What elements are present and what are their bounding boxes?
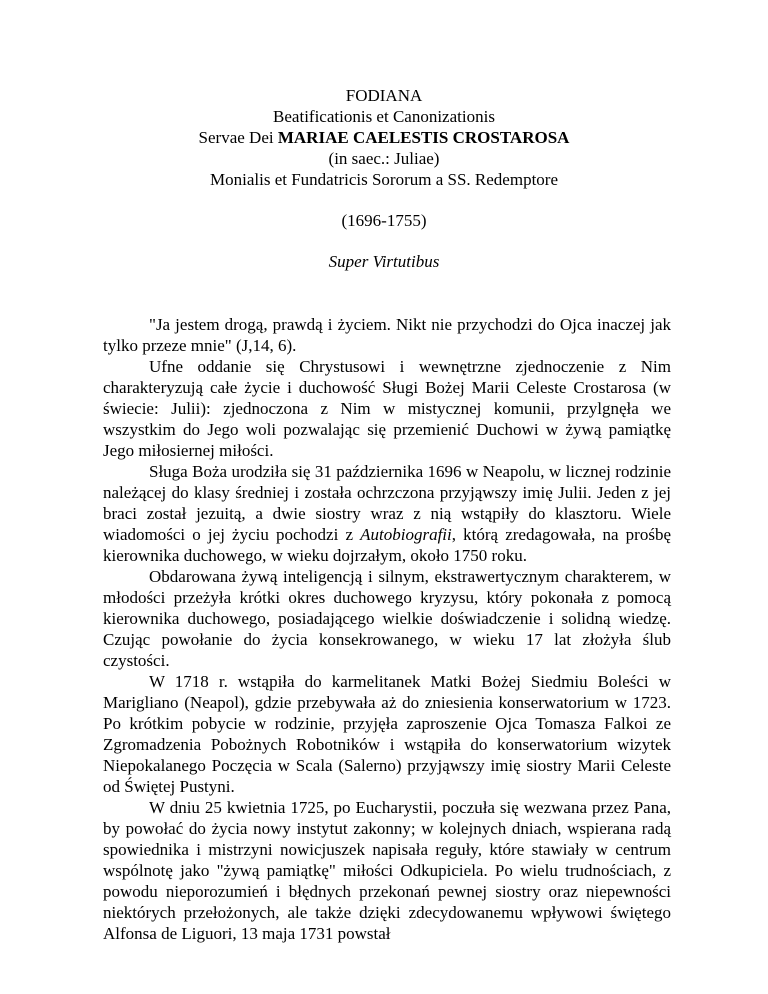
document-header <box>0 85 768 272</box>
header-servant-line <box>0 127 768 148</box>
paragraph-4: Obdarowana żywą inteligencją i silnym, ekstrawertycznym charakterem, w młodości przeżyła krótki okres duchowego kryzysu, który pokonała z pomocą kierownika duchowego, posiadającego wielkie doświadczenie i solidną wiedzę. Czując powołanie do życia konsekrowanego, w wieku 17 lat złożyła ślub czystości. <box>103 567 671 670</box>
header-super-virtutibus: Super Virtutibus <box>328 252 440 271</box>
document-body <box>103 314 671 944</box>
paragraph-2: Ufne oddanie się Chrystusowi i wewnętrzne zjednoczenie z Nim charakteryzują całe życie i duchowość Sługi Bożej Marii Celeste Crostarosa (w świecie: Julii): zjednoczona z Nim w mistycznej komunii, przylgnęła we wszystkim do Jego woli pozwalając się przemienić Duchowi w żywą pamiątkę Jego miłosiernej miłości. <box>103 357 671 460</box>
header-title: FODIANA <box>345 86 423 105</box>
header-subtitle-beatification: Beatificationis et Canonizationis <box>273 107 495 126</box>
paragraph-3-part-b: , którą zredagowała, na prośbę kierownika duchowego, w wieku dojrzałym, około 1750 roku. <box>103 525 671 565</box>
header-secular-name: (in saec.: Juliae) <box>328 149 440 168</box>
paragraph-3-part-a: Sługa Boża urodziła się 31 października 1696 w Neapolu, w licznej rodzinie należącej do klasy średniej i została ochrzczona przyjąwszy imię Julii. Jeden z jej braci został jezuitą, a dwie siostry wraz z nią wstąpiły do klasztoru. Wiele wiadomości o jej życiu pochodzi z <box>103 462 671 544</box>
paragraph-3 <box>103 461 671 566</box>
header-founder-line: Monialis et Fundatricis Sororum a SS. Redemptore <box>210 170 558 189</box>
paragraph-6: W dniu 25 kwietnia 1725, po Eucharystii, poczuła się wezwana przez Pana, by powołać do życia nowy instytut zakonny; w kolejnych dniach, wspierana radą spowiednika i mistrzyni nowicjuszek napisała reguły, które stawiały w centrum wspólnotę jako "żywą pamiątkę" miłości Odkupiciela. Po wielu trudnościach, z powodu nieporozumień i błędnych przekonań pewnej siostry oraz niepewności niektórych przełożonych, ale także dzięki zdecydowanemu wpływowi świętego Alfonsa de Liguori, 13 maja 1731 powstał <box>103 798 671 943</box>
paragraph-5: W 1718 r. wstąpiła do karmelitanek Matki Bożej Siedmiu Boleści w Marigliano (Neapol), gdzie przebywała aż do zniesienia konserwatorium w 1723. Po krótkim pobycie w rodzinie, przyjęła zaproszenie Ojca Tomasza Falkoi ze Zgromadzenia Pobożnych Robotników i wstąpiła do konserwatorium wizytek Niepokalanego Poczęcia w Scala (Salerno) przyjąwszy imię siostry Marii Celeste od Świętej Pustyni. <box>103 672 671 796</box>
paragraph-1: "Ja jestem drogą, prawdą i życiem. Nikt nie przychodzi do Ojca inaczej jak tylko przeze mnie" (J,14, 6). <box>103 315 671 355</box>
header-servant-name: MARIAE CAELESTIS CROSTAROSA <box>277 128 570 147</box>
header-years: (1696-1755) <box>341 211 427 230</box>
header-servant-prefix: Servae Dei <box>198 128 278 147</box>
paragraph-3-italic-title: Autobiografii <box>360 525 452 544</box>
